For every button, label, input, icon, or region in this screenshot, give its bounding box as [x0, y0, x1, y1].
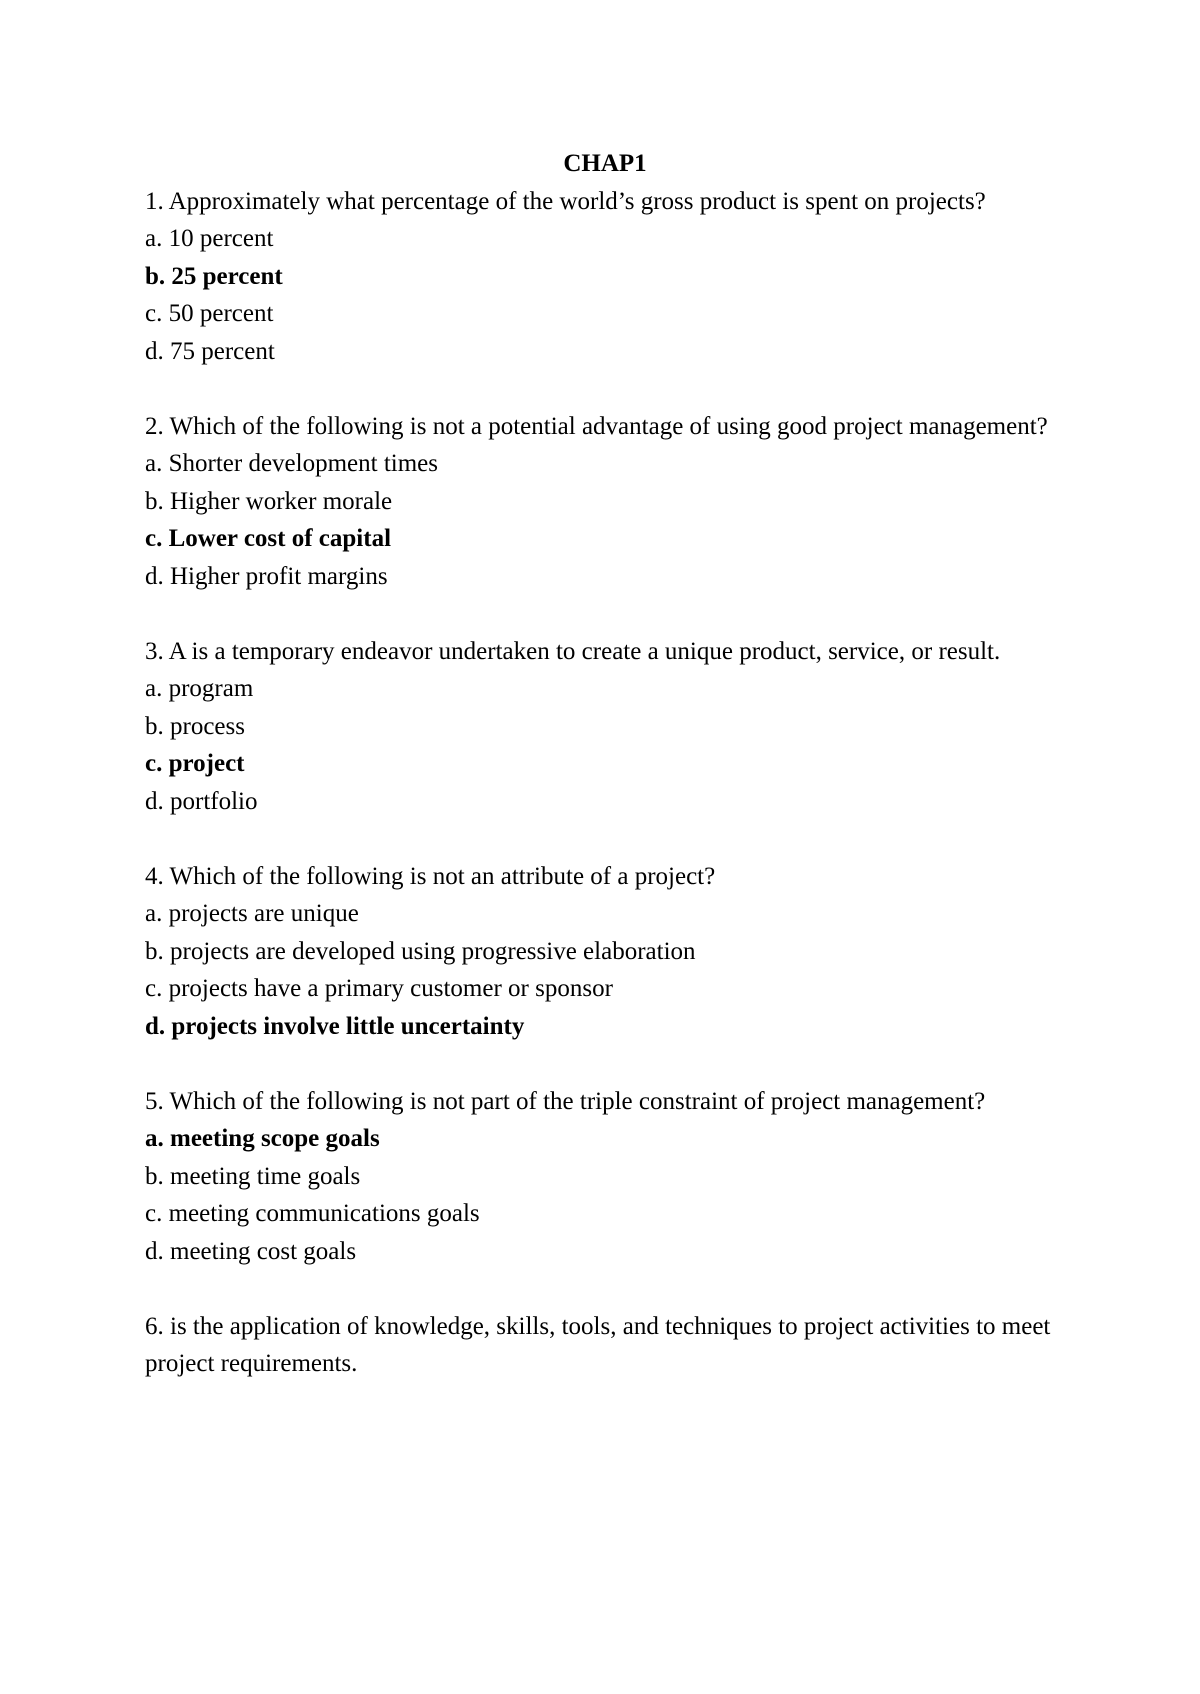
question-6 — [145, 1308, 1065, 1383]
answer-option-correct: b. 25 percent — [145, 262, 283, 290]
answer-option: c. meeting communications goals — [145, 1200, 480, 1227]
page-title: CHAP1 — [563, 150, 647, 177]
answer-option: d. 75 percent — [145, 337, 275, 365]
question-2 — [145, 408, 1065, 596]
answer-option: a. Shorter development times — [145, 450, 438, 477]
answer-option: c. projects have a primary customer or sponsor — [145, 975, 613, 1002]
answer-option: c. 50 percent — [145, 300, 274, 327]
answer-option: a. projects are unique — [145, 900, 359, 927]
answer-option-correct: c. project — [145, 750, 245, 777]
answer-option: b. process — [145, 712, 245, 740]
answer-option: a. 10 percent — [145, 225, 274, 252]
document-page — [145, 145, 1065, 1420]
answer-option: b. Higher worker morale — [145, 487, 393, 515]
question-3 — [145, 633, 1065, 821]
answer-option-correct: a. meeting scope goals — [145, 1125, 380, 1152]
question-text: 1. Approximately what percentage of the world’s gross product is spent on projects? — [145, 187, 986, 215]
answer-option: b. meeting time goals — [145, 1162, 361, 1190]
question-text: 4. Which of the following is not an attribute of a project? — [145, 862, 716, 890]
answer-option: d. portfolio — [145, 787, 258, 815]
answer-option: a. program — [145, 675, 254, 702]
question-text: 5. Which of the following is not part of the triple constraint of project management? — [145, 1087, 986, 1115]
question-text: 3. A is a temporary endeavor undertaken to create a unique product, service, or result. — [145, 637, 1001, 665]
question-text: 2. Which of the following is not a potential advantage of using good project management? — [145, 412, 1048, 440]
answer-option-correct: d. projects involve little uncertainty — [145, 1012, 525, 1040]
answer-option: b. projects are developed using progressive elaboration — [145, 937, 696, 965]
answer-option: d. meeting cost goals — [145, 1237, 357, 1265]
question-5 — [145, 1083, 1065, 1271]
answer-option: d. Higher profit margins — [145, 562, 388, 590]
question-text: 6. is the application of knowledge, skills, tools, and techniques to project activities to meet project requirements. — [145, 1312, 1051, 1377]
answer-option-correct: c. Lower cost of capital — [145, 525, 392, 552]
question-1 — [145, 183, 1065, 371]
question-4 — [145, 858, 1065, 1046]
